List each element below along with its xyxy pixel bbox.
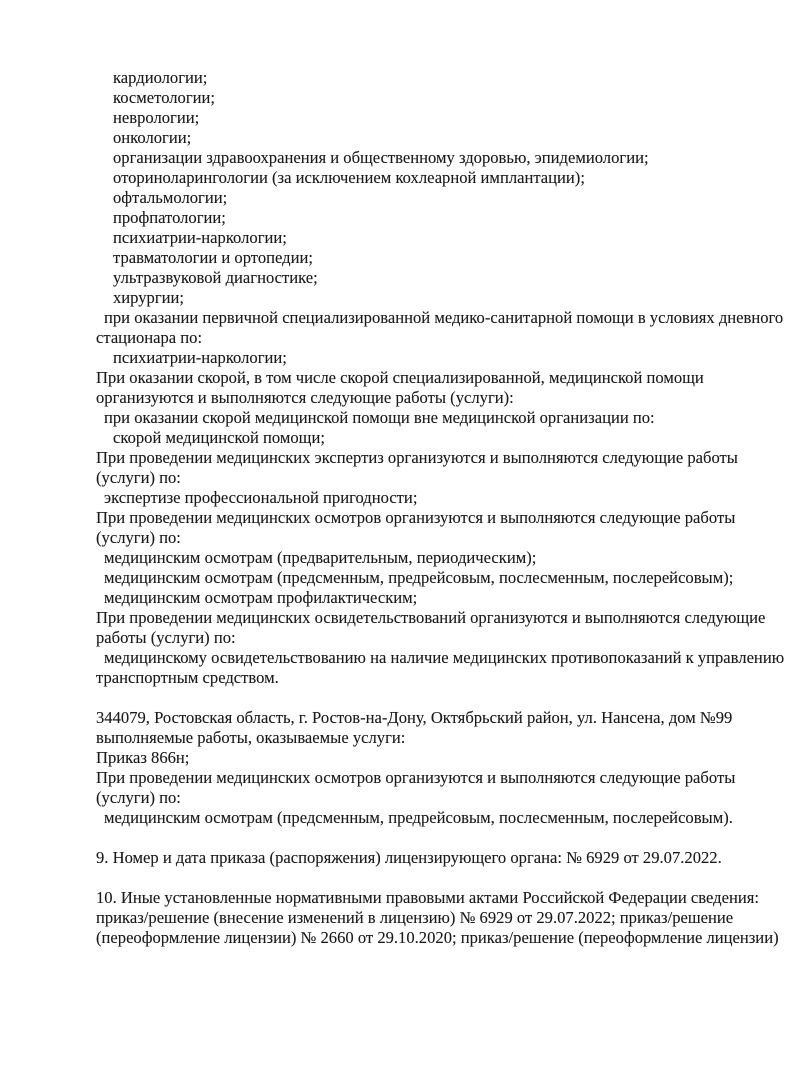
text-line: выполняемые работы, оказываемые услуги: <box>96 728 406 747</box>
text-line: 10. Иные установленные нормативными правовыми актами Российской Федерации сведения: <box>96 888 759 907</box>
text-line: организации здравоохранения и общественному здоровью, эпидемиологии; <box>113 148 649 167</box>
text-line: медицинским осмотрам (предварительным, периодическим); <box>104 548 537 567</box>
text-line: При проведении медицинских осмотров организуются и выполняются следующие работы <box>96 508 736 527</box>
text-line: организуются и выполняются следующие работы (услуги): <box>96 388 514 407</box>
text-line: при оказании скорой медицинской помощи вне медицинской организации по: <box>104 408 655 427</box>
license-text-block <box>96 68 786 948</box>
text-line: (услуги) по: <box>96 788 181 807</box>
text-line: медицинскому освидетельствованию на наличие медицинских противопоказаний к управлению <box>104 648 785 667</box>
text-line: при оказании первичной специализированной медико-санитарной помощи в условиях дневного <box>104 308 784 327</box>
text-line: (услуги) по: <box>96 528 181 547</box>
text-line: При проведении медицинских экспертиз организуются и выполняются следующие работы <box>96 448 738 467</box>
text-line <box>96 828 786 848</box>
text-line: онкологии; <box>113 128 192 147</box>
text-line: косметологии; <box>113 88 216 107</box>
text-line: Приказ 866н; <box>96 748 190 767</box>
text-line: хирургии; <box>113 288 185 307</box>
text-line: 9. Номер и дата приказа (распоряжения) лицензирующего органа: № 6929 от 29.07.2022. <box>96 848 722 867</box>
text-line: психиатрии-наркологии; <box>113 348 287 367</box>
text-line: При проведении медицинских осмотров организуются и выполняются следующие работы <box>96 768 736 787</box>
text-line: офтальмологии; <box>113 188 228 207</box>
text-line: стационара по: <box>96 328 203 347</box>
text-line: (переоформление лицензии) № 2660 от 29.10.2020; приказ/решение (переоформление лицензии) <box>96 928 779 947</box>
text-line: медицинским осмотрам (предсменным, предрейсовым, послесменным, послерейсовым). <box>104 808 733 827</box>
text-line <box>96 688 786 708</box>
text-line: психиатрии-наркологии; <box>113 228 287 247</box>
text-line: транспортным средством. <box>96 668 279 687</box>
text-line: медицинским осмотрам профилактическим; <box>104 588 418 607</box>
text-line: кардиологии; <box>113 68 208 87</box>
text-line: 344079, Ростовская область, г. Ростов-на-Дону, Октябрьский район, ул. Нансена, дом №99 <box>96 708 733 727</box>
text-line: профпатологии; <box>113 208 226 227</box>
text-line: При проведении медицинских освидетельствований организуются и выполняются следующие <box>96 608 766 627</box>
text-line: оториноларингологии (за исключением кохлеарной имплантации); <box>113 168 585 187</box>
text-line <box>96 868 786 888</box>
text-line: (услуги) по: <box>96 468 181 487</box>
text-line: экспертизе профессиональной пригодности; <box>104 488 418 507</box>
text-line: неврологии; <box>113 108 200 127</box>
text-line: травматологии и ортопедии; <box>113 248 313 267</box>
text-line: скорой медицинской помощи; <box>113 428 325 447</box>
text-line: медицинским осмотрам (предсменным, предрейсовым, послесменным, послерейсовым); <box>104 568 734 587</box>
text-line: работы (услуги) по: <box>96 628 236 647</box>
text-line: ультразвуковой диагностике; <box>113 268 318 287</box>
text-line: При оказании скорой, в том числе скорой специализированной, медицинской помощи <box>96 368 704 387</box>
text-line: приказ/решение (внесение изменений в лицензию) № 6929 от 29.07.2022; приказ/решение <box>96 908 734 927</box>
